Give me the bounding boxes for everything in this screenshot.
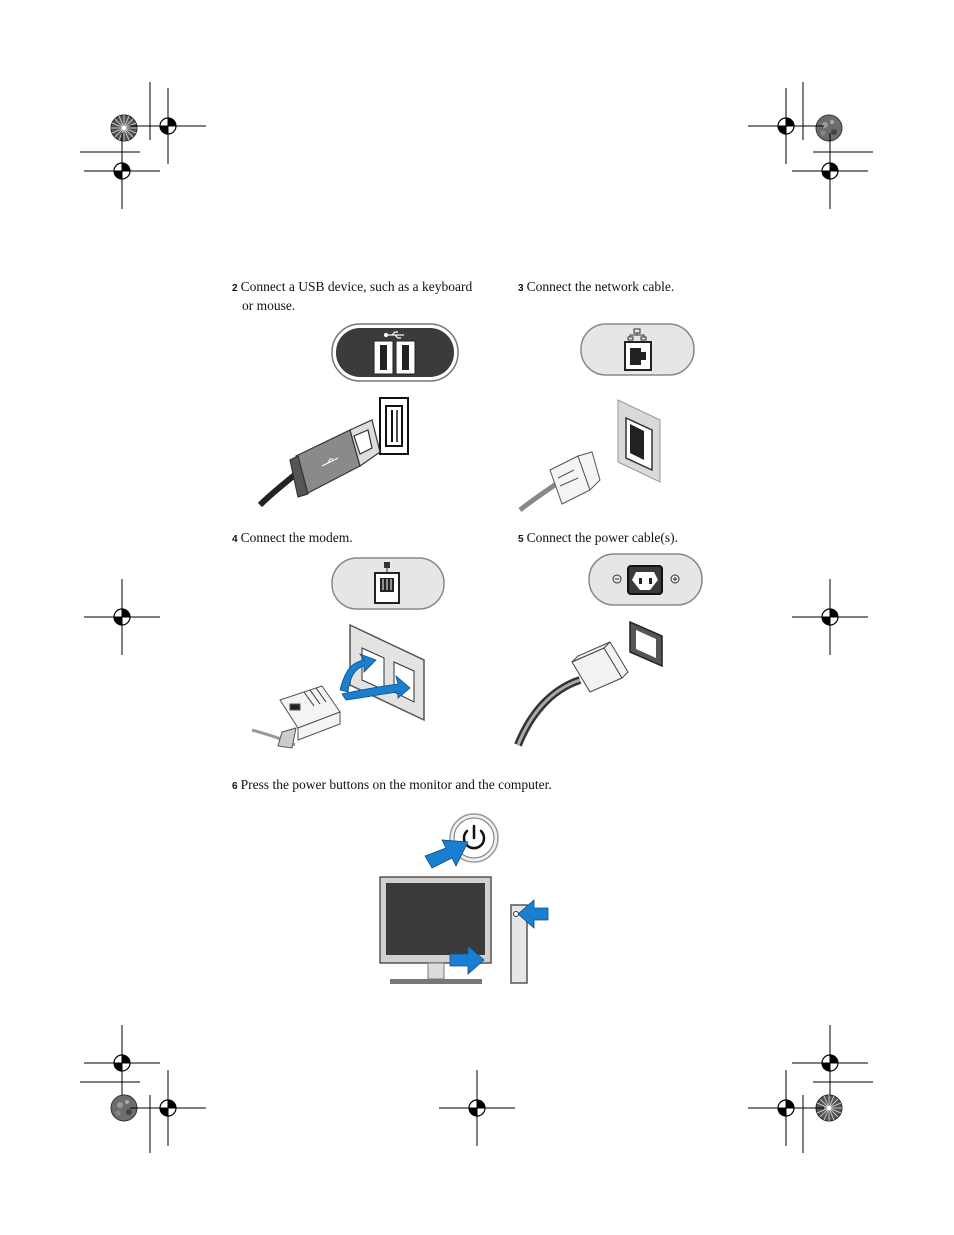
step-text: Connect the network cable. [526,279,675,294]
step-number: 2 [232,283,238,294]
step-text: Connect the power cable(s). [526,530,679,545]
step-number: 5 [518,534,524,545]
step-number: 3 [518,283,524,294]
step-text: Press the power buttons on the monitor and the computer. [240,777,552,792]
step-text: Connect the modem. [240,530,353,545]
step-text-continued: or mouse. [242,298,296,313]
step-number: 6 [232,781,238,792]
step-number: 4 [232,534,238,545]
step-text: Connect a USB device, such as a keyboard [240,279,473,294]
blue-arrow-icon [425,840,468,868]
